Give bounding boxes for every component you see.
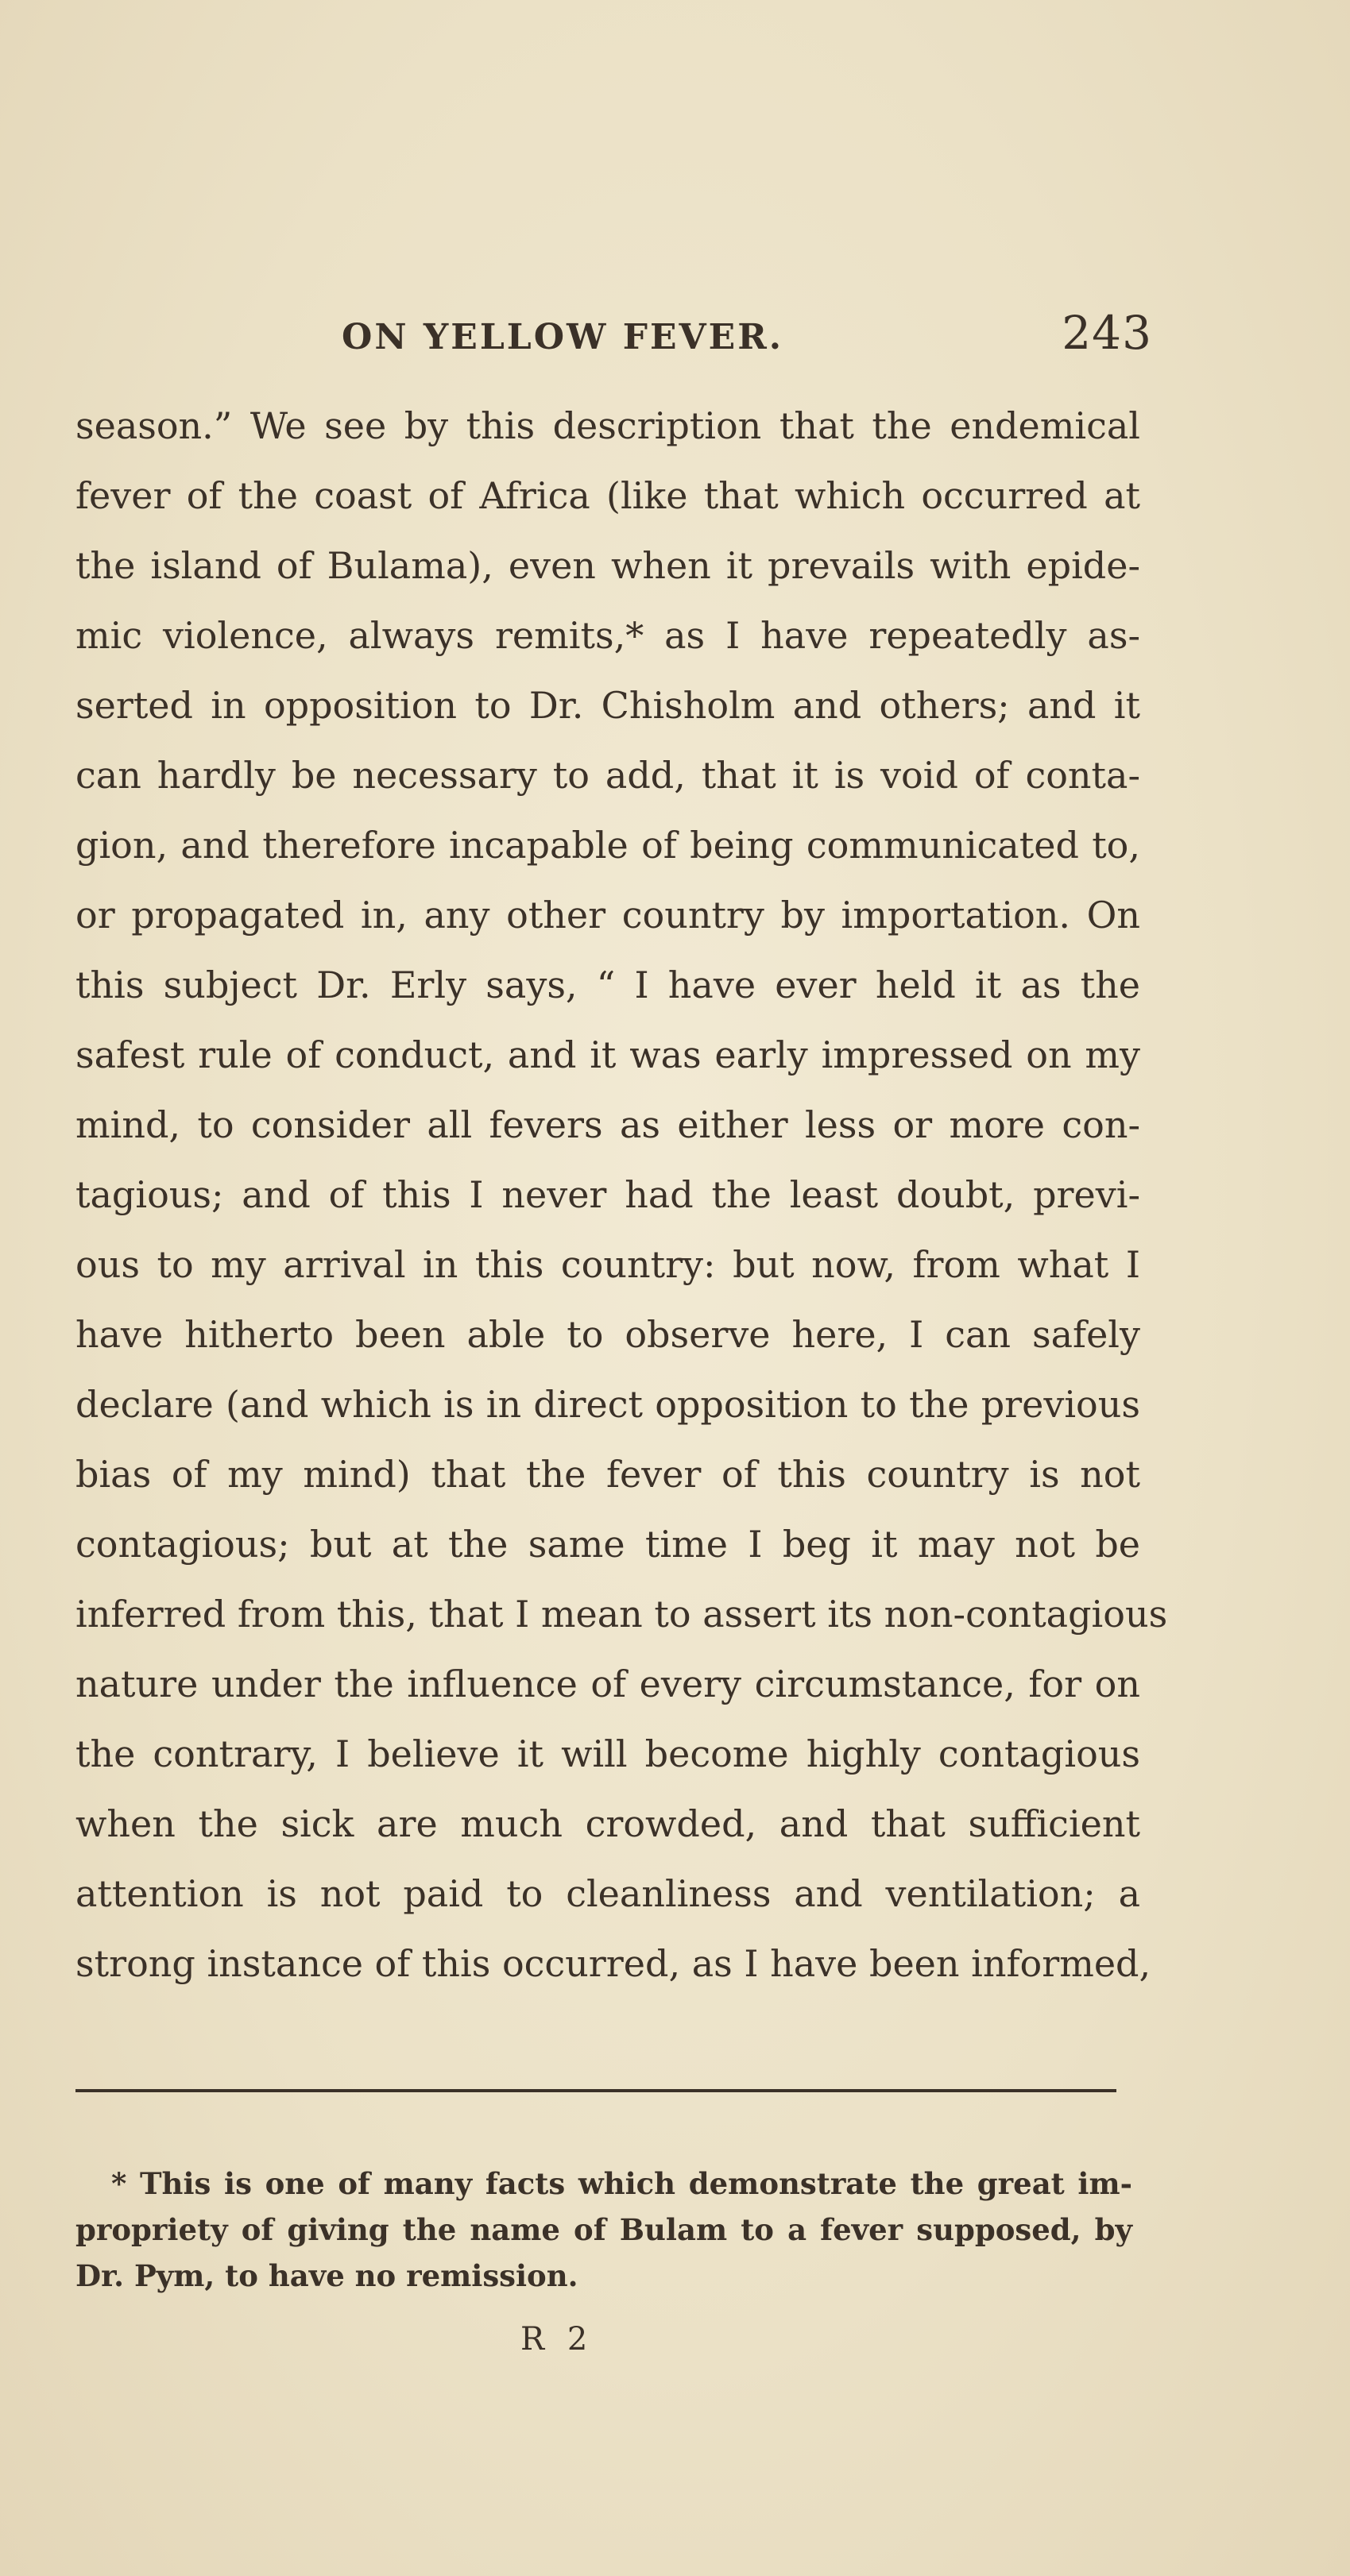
text-line: inferred from this, that I mean to assert its non-contagious bbox=[75, 1593, 1168, 1636]
text-line: bias of my mind) that the fever of this country is not bbox=[75, 1453, 1140, 1496]
text-line: this subject Dr. Erly says, “ I have ever held it as the bbox=[75, 964, 1140, 1006]
footnote-line: * This is one of many facts which demonstrate the great im- bbox=[111, 2166, 1132, 2201]
text-line: fever of the coast of Africa (like that which occurred at bbox=[75, 474, 1140, 517]
text-line: declare (and which is in direct opposition to the previous bbox=[75, 1383, 1140, 1426]
text-line: mind, to consider all fevers as either less or more con- bbox=[75, 1103, 1140, 1146]
text-line: or propagated in, any other country by importation. On bbox=[75, 894, 1140, 937]
text-line: contagious; but at the same time I beg it may not be bbox=[75, 1523, 1140, 1566]
text-line: the contrary, I believe it will become highly contagious bbox=[75, 1732, 1140, 1775]
text-line: strong instance of this occurred, as I have been informed, bbox=[75, 1942, 1151, 1985]
text-line: tagious; and of this I never had the least doubt, previ- bbox=[75, 1173, 1140, 1216]
text-line: season.” We see by this description that the endemical bbox=[75, 404, 1140, 447]
page-number: 243 bbox=[1062, 306, 1152, 360]
footnote-divider bbox=[75, 2089, 1116, 2092]
page-header bbox=[79, 298, 1152, 369]
body-text bbox=[75, 391, 1168, 1999]
footnote bbox=[75, 2161, 1132, 2299]
running-title: ON YELLOW FEVER. bbox=[342, 317, 784, 357]
text-line: can hardly be necessary to add, that it is void of conta- bbox=[75, 754, 1140, 797]
footnote-line: propriety of giving the name of Bulam to a fever supposed, by bbox=[75, 2212, 1132, 2247]
text-line: have hitherto been able to observe here, I can safely bbox=[75, 1313, 1140, 1356]
text-line: gion, and therefore incapable of being communicated to, bbox=[75, 824, 1140, 867]
footnote-line: Dr. Pym, to have no remission. bbox=[75, 2258, 578, 2293]
text-line: safest rule of conduct, and it was early impressed on my bbox=[75, 1033, 1140, 1076]
text-line: nature under the influence of every circumstance, for on bbox=[75, 1663, 1140, 1705]
text-line: attention is not paid to cleanliness and ventilation; a bbox=[75, 1872, 1140, 1915]
signature-mark: R 2 bbox=[520, 2321, 594, 2358]
text-line: when the sick are much crowded, and that sufficient bbox=[75, 1802, 1140, 1845]
text-line: mic violence, always remits,* as I have repeatedly as- bbox=[75, 614, 1140, 657]
text-line: ous to my arrival in this country: but now, from what I bbox=[75, 1243, 1140, 1286]
text-line: serted in opposition to Dr. Chisholm and others; and it bbox=[75, 684, 1140, 727]
text-line: the island of Bulama), even when it prevails with epide- bbox=[75, 544, 1140, 587]
